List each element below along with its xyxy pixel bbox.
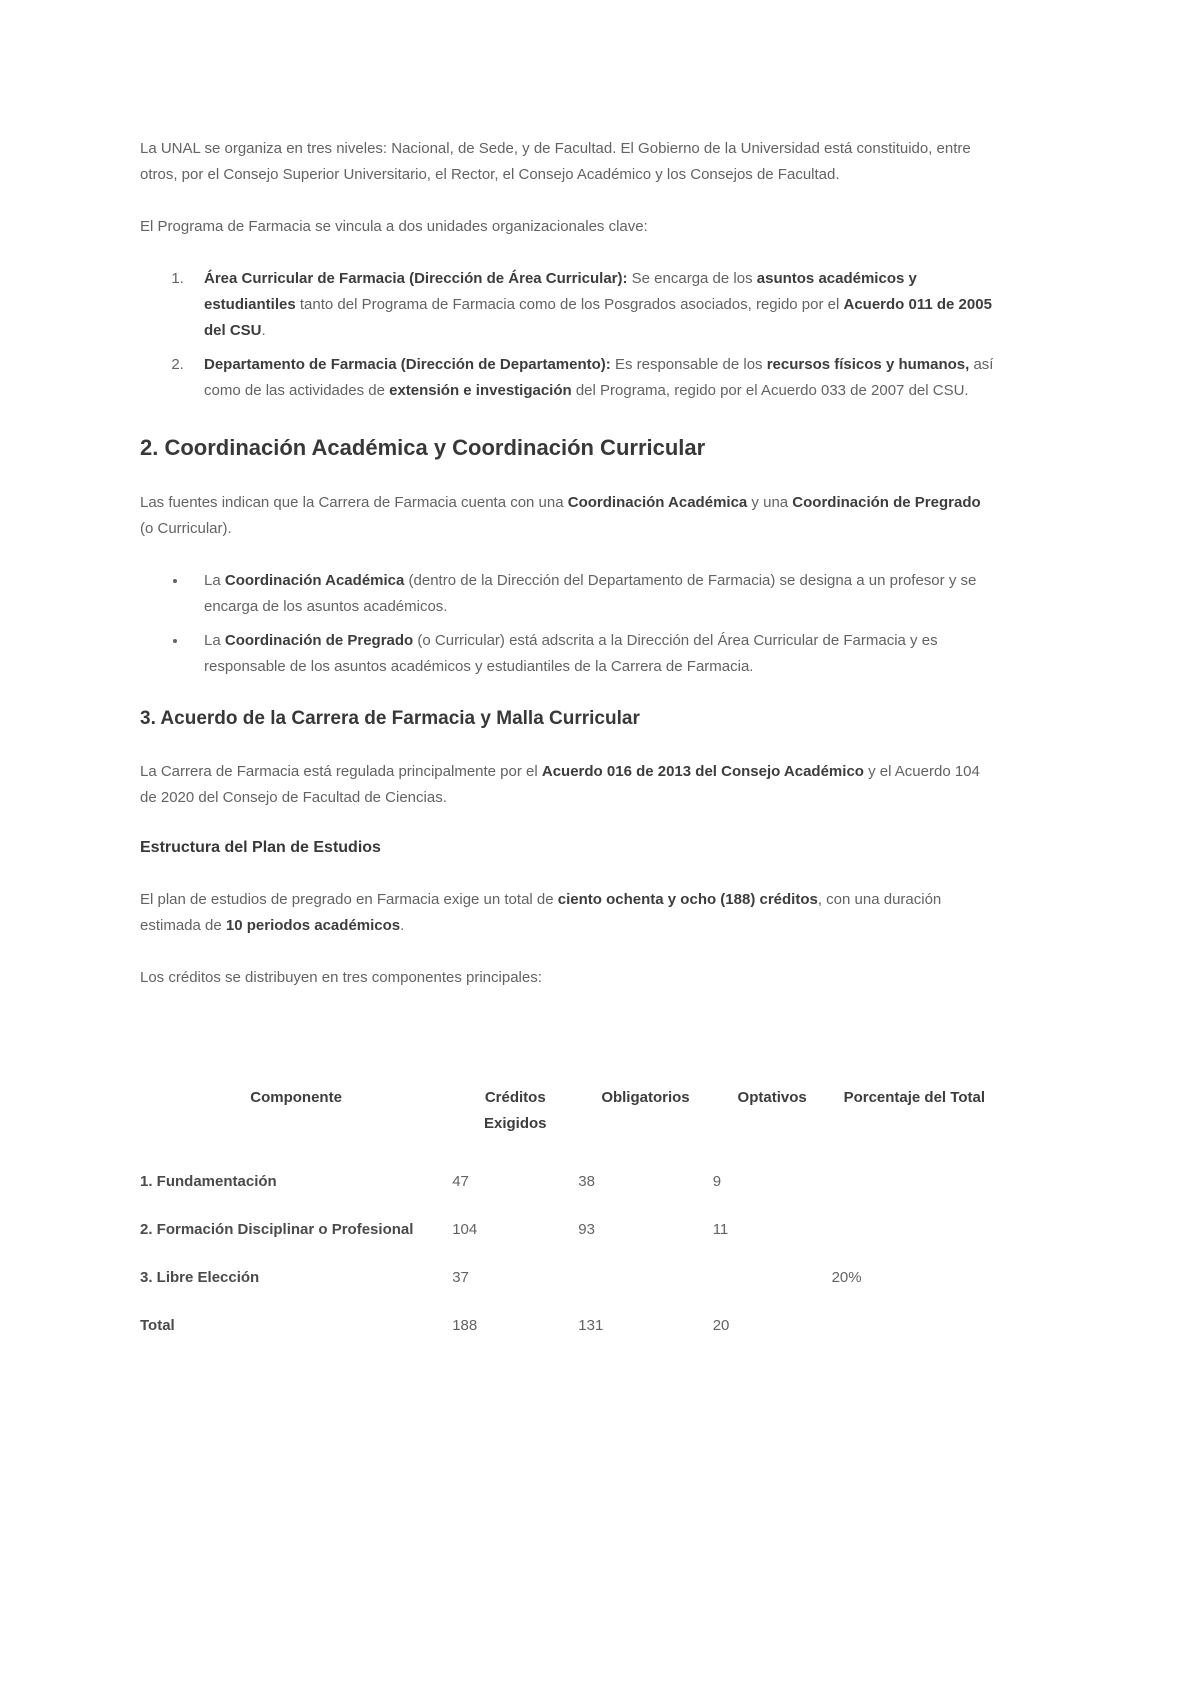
column-header-text: Obligatorios	[601, 1089, 690, 1106]
elective-cell	[713, 1255, 832, 1303]
component-cell: 1. Fundamentación	[140, 1173, 277, 1190]
mandatory-cell	[578, 1255, 712, 1303]
mandatory-cell: 93	[578, 1221, 595, 1238]
emphasis-text: Coordinación Académica	[224, 572, 405, 589]
credits-cell: 37	[452, 1269, 469, 1286]
section-2-heading: 2. Coordinación Académica y Coordinación Curricular	[140, 435, 706, 460]
emphasis-text: recursos físicos y humanos,	[766, 356, 970, 373]
body-text: .	[400, 917, 405, 934]
program-units-intro: El Programa de Farmacia se vincula a dos unidades organizacionales clave:	[140, 218, 648, 235]
distribution-paragraph: Los créditos se distribuyen en tres componentes principales:	[140, 969, 542, 986]
body-text: Las fuentes indican que la Carrera de Farmacia cuenta con una	[140, 494, 568, 511]
section-3-paragraph	[140, 759, 997, 811]
component-cell: 3. Libre Elección	[140, 1269, 260, 1286]
intro-paragraph: La UNAL se organiza en tres niveles: Nacional, de Sede, y de Facultad. El Gobierno de la Universidad está constituido, entre otros, por el Consejo Superior Universitario, el Rector, el Consejo Académico y los Consejos de Facultad.	[140, 140, 971, 183]
coordination-list	[140, 568, 997, 680]
body-text: Es responsable de los	[610, 356, 767, 373]
body-text: .	[261, 322, 266, 339]
credits-table	[140, 1085, 997, 1351]
body-text: y el Acuerdo 104 de 2020 del Consejo de Facultad de Ciencias.	[140, 763, 980, 806]
mandatory-cell: 131	[578, 1317, 604, 1334]
emphasis-text: ciento ochenta y ocho (188) créditos	[557, 891, 818, 908]
emphasis-text: Coordinación de Pregrado	[792, 494, 981, 511]
section-2-paragraph	[140, 490, 997, 542]
body-text: Se encarga de los	[627, 270, 757, 287]
column-header-porcentaje: Porcentaje del Total	[843, 1089, 985, 1106]
plan-structure-subheading: Estructura del Plan de Estudios	[140, 839, 381, 856]
column-header-creditos: Créditos Exigidos	[483, 1089, 547, 1132]
table-row-fundamentacion	[140, 1159, 997, 1207]
org-unit-item-area-curricular	[188, 266, 997, 344]
body-text: El plan de estudios de pregrado en Farmacia exige un total de	[140, 891, 558, 908]
org-unit-title: Departamento de Farmacia (Dirección de Departamento):	[204, 356, 611, 373]
component-cell: Total	[140, 1317, 175, 1334]
emphasis-text: extensión e investigación	[389, 382, 572, 399]
body-text: La	[204, 572, 225, 589]
body-text: así como de las actividades de	[204, 356, 994, 399]
coordination-item-academica	[188, 568, 997, 620]
mandatory-cell: 38	[578, 1173, 595, 1190]
body-text: (o Curricular) está adscrita a la Dirección del Área Curricular de Farmacia y es responsable de los asuntos académicos y estudiantiles de la Carrera de Farmacia.	[204, 632, 938, 675]
table-row-libre-eleccion	[140, 1255, 997, 1303]
emphasis-text: 10 periodos académicos	[225, 917, 401, 934]
emphasis-text: Coordinación Académica	[567, 494, 748, 511]
body-text: del Programa, regido por el Acuerdo 033 de 2007 del CSU.	[571, 382, 969, 399]
column-header-optativos	[713, 1085, 832, 1159]
table-header-row	[140, 1085, 997, 1159]
table-row-total	[140, 1303, 997, 1351]
body-text: , con una duración estimada de	[140, 891, 942, 934]
credits-cell: 104	[452, 1221, 478, 1238]
body-text: (dentro de la Dirección del Departamento de Farmacia) se designa a un profesor y se encarga de los asuntos académicos.	[204, 572, 977, 615]
percent-cell	[832, 1303, 997, 1351]
org-unit-item-departamento	[188, 352, 997, 404]
component-cell: 2. Formación Disciplinar o Profesional	[140, 1221, 414, 1238]
percent-cell	[832, 1207, 997, 1255]
table-row-disciplinar	[140, 1207, 997, 1255]
coordination-item-pregrado	[188, 628, 997, 680]
credits-cell: 188	[452, 1317, 478, 1334]
section-3-heading: 3. Acuerdo de la Carrera de Farmacia y Malla Curricular	[140, 708, 640, 729]
emphasis-text: Acuerdo 011 de 2005 del CSU	[204, 296, 992, 339]
column-header-componente: Componente	[250, 1089, 342, 1106]
column-header-obligatorios	[578, 1085, 712, 1159]
org-unit-title: Área Curricular de Farmacia (Dirección de Área Curricular):	[204, 270, 628, 287]
elective-cell: 20	[712, 1317, 730, 1334]
percent-cell	[832, 1159, 997, 1207]
emphasis-text: Acuerdo 016 de 2013 del Consejo Académico	[541, 763, 864, 780]
credits-cell: 47	[452, 1173, 469, 1190]
column-header-text: Optativos	[737, 1089, 807, 1106]
body-text: La	[204, 632, 225, 649]
credits-paragraph	[140, 887, 997, 939]
body-text: La Carrera de Farmacia está regulada principalmente por el	[140, 763, 542, 780]
org-units-list	[140, 266, 997, 404]
body-text: (o Curricular).	[140, 520, 232, 537]
body-text: tanto del Programa de Farmacia como de los Posgrados asociados, regido por el	[295, 296, 844, 313]
body-text: y una	[747, 494, 793, 511]
emphasis-text: Coordinación de Pregrado	[224, 632, 414, 649]
elective-cell: 11	[712, 1221, 729, 1238]
percent-cell: 20%	[831, 1269, 862, 1286]
elective-cell: 9	[712, 1173, 722, 1190]
emphasis-text: asuntos académicos y estudiantiles	[204, 270, 917, 313]
